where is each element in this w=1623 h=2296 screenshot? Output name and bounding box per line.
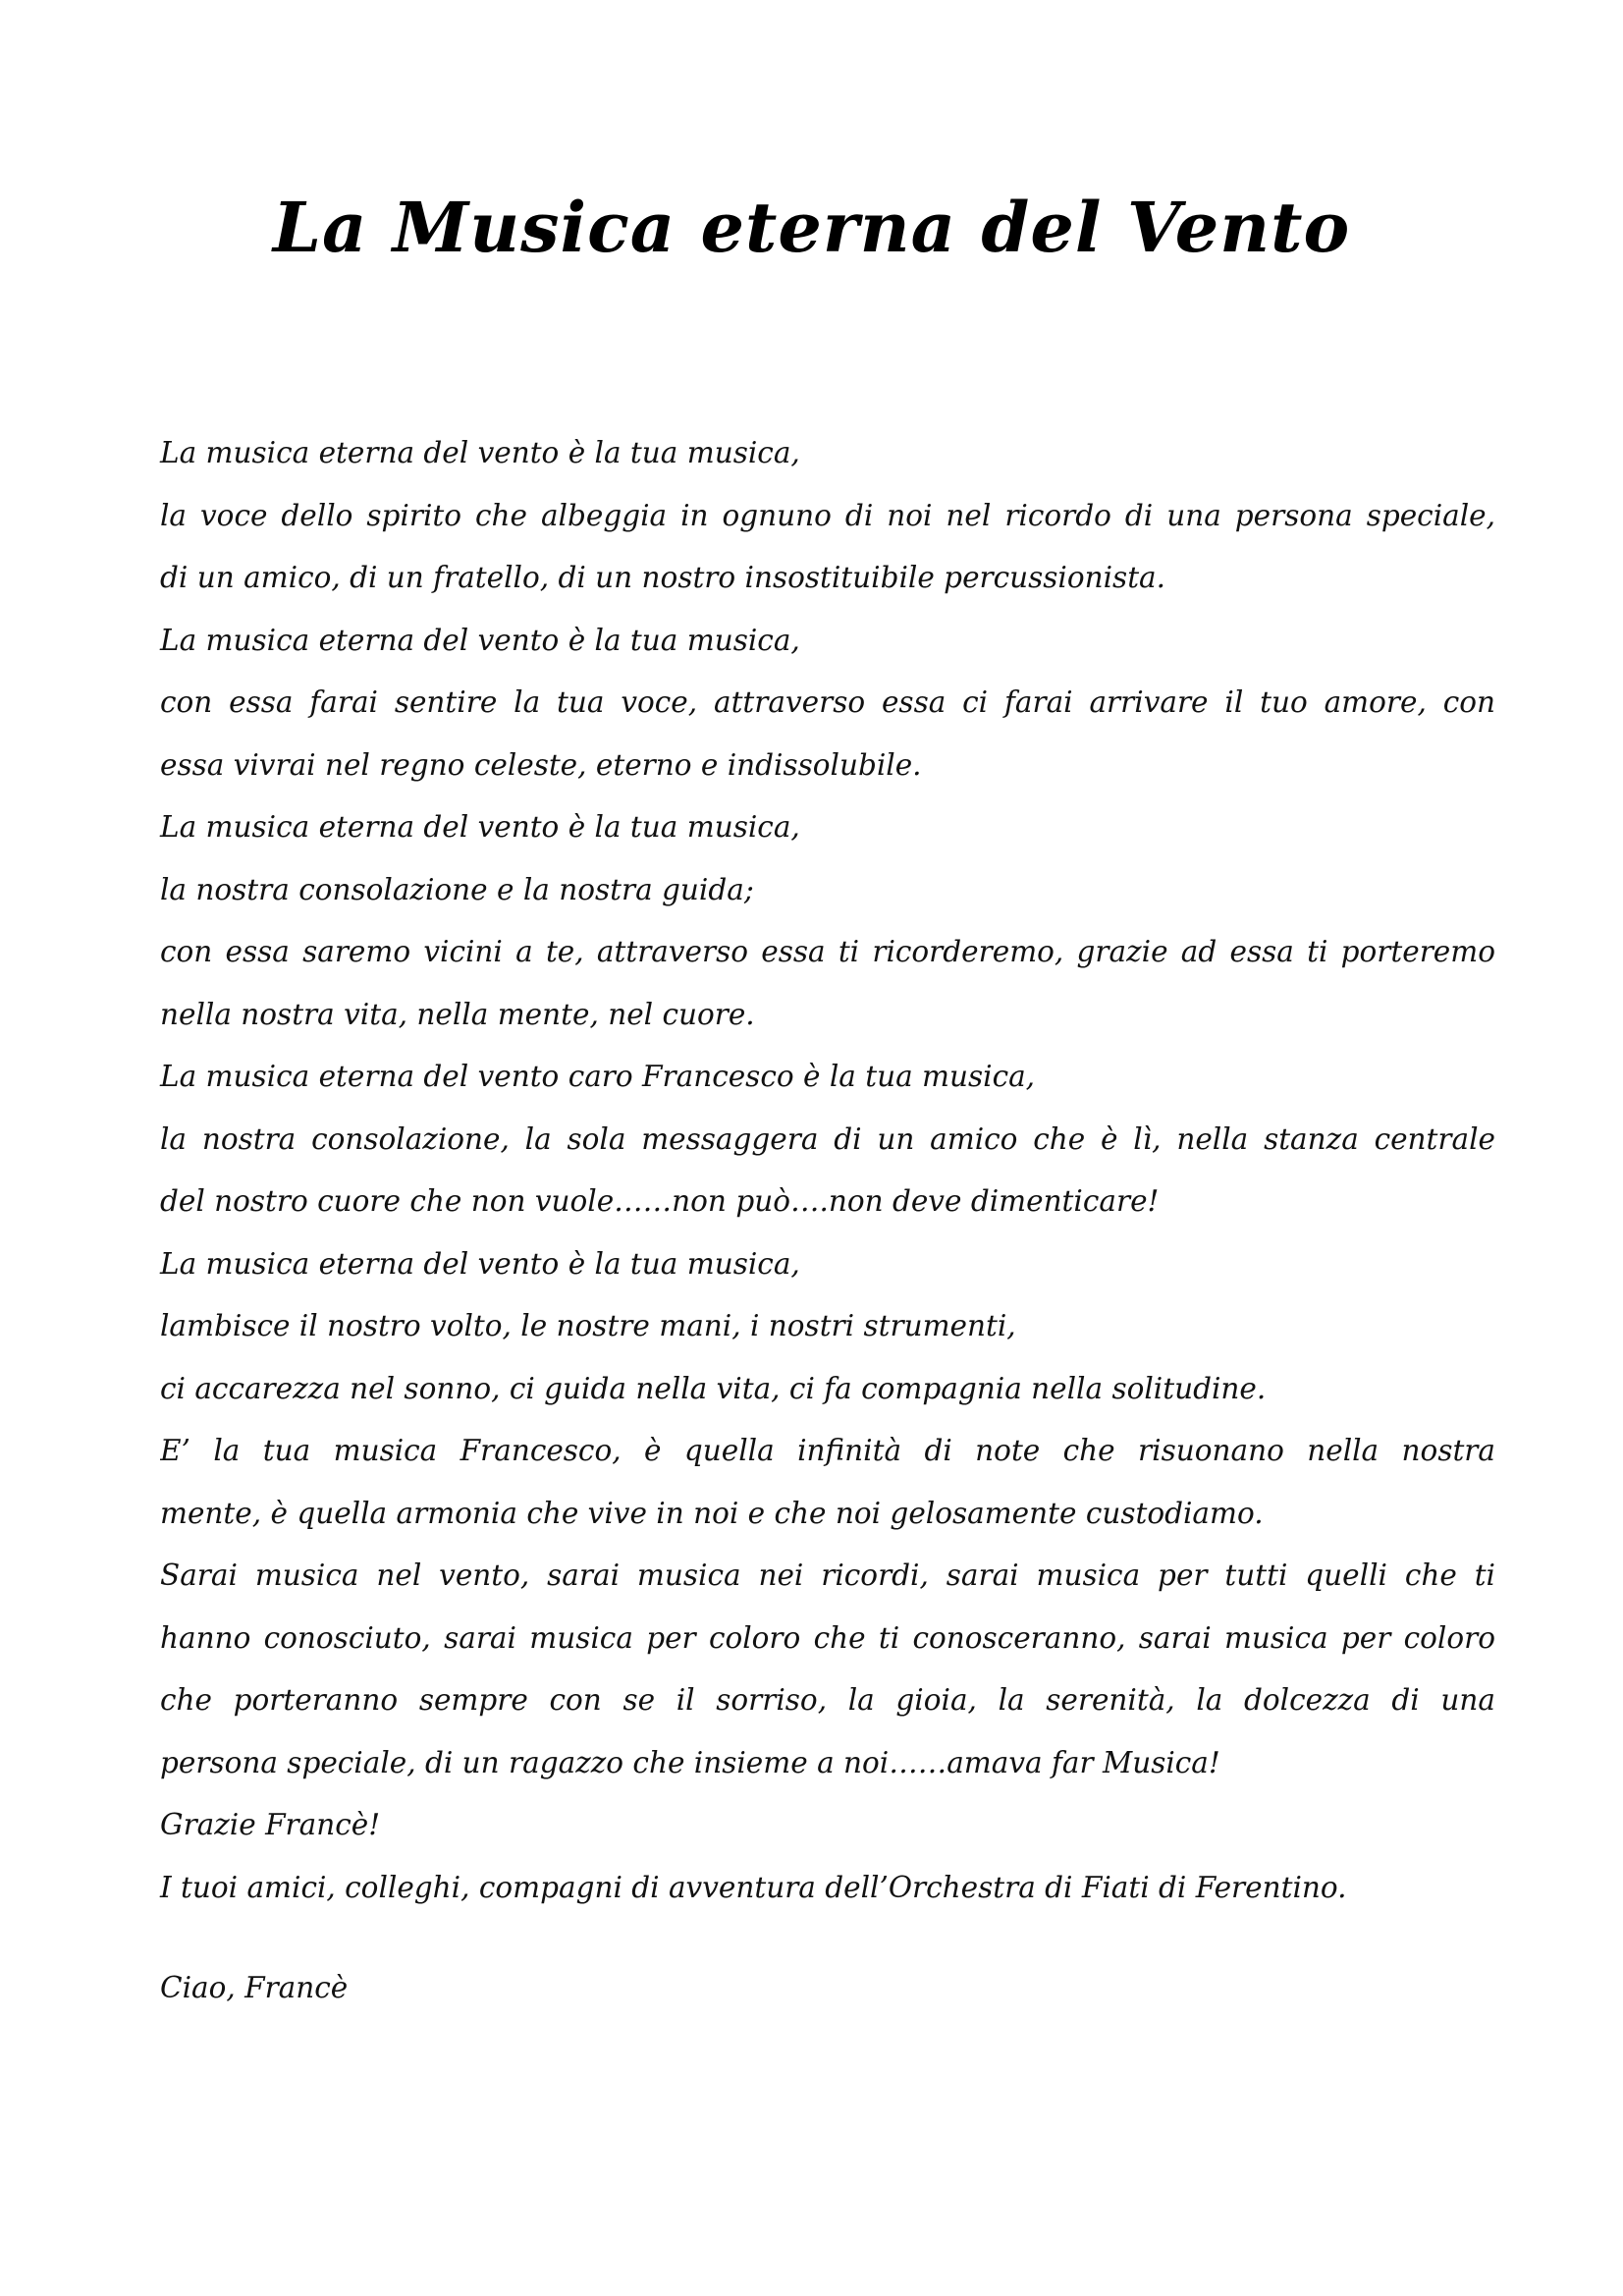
poem-line: Grazie Francè! [160, 1808, 381, 1841]
poem-line: lambisce il nostro volto, le nostre mani, i nostri strumenti, [160, 1309, 1016, 1342]
poem-line: La musica eterna del vento è la tua musica, [160, 810, 800, 844]
poem-line: di un amico, di un fratello, di un nostro insostituibile percussionista. [160, 561, 1166, 594]
poem-line: del nostro cuore che non vuole……non può….non deve dimenticare! [160, 1184, 1160, 1218]
closing-signature: Ciao, Francè [160, 1971, 349, 2004]
poem-line: con essa farai sentire la tua voce, attraverso essa ci farai arrivare il tuo amore, con [160, 685, 1495, 719]
poem-line: I tuoi amici, colleghi, compagni di avventura dell’Orchestra di Fiati di Ferentino. [160, 1870, 1347, 1904]
poem-line: E’ la tua musica Francesco, è quella infinità di note che risuonano nella nostra [160, 1434, 1495, 1467]
poem-body [160, 422, 1495, 1919]
poem-line: la voce dello spirito che albeggia in ognuno di noi nel ricordo di una persona speciale, [160, 498, 1495, 532]
poem-line: La musica eterna del vento è la tua musica, [160, 436, 800, 469]
poem-line: hanno conosciuto, sarai musica per coloro che ti conosceranno, sarai musica per coloro [160, 1620, 1495, 1655]
poem-line: con essa saremo vicini a te, attraverso essa ti ricorderemo, grazie ad essa ti porteremo [160, 935, 1495, 968]
poem-line: la nostra consolazione e la nostra guida; [160, 872, 754, 906]
poem-line: nella nostra vita, nella mente, nel cuore. [160, 997, 755, 1031]
poem-line: La musica eterna del vento è la tua musica, [160, 1246, 800, 1281]
poem-line: ci accarezza nel sonno, ci guida nella vita, ci fa compagnia nella solitudine. [160, 1371, 1267, 1405]
poem-line: persona speciale, di un ragazzo che insieme a noi……amava far Musica! [160, 1745, 1220, 1779]
poem-line: che porteranno sempre con se il sorriso, la gioia, la serenità, la dolcezza di una [160, 1683, 1495, 1717]
poem-line: mente, è quella armonia che vive in noi e che noi gelosamente custodiamo. [160, 1496, 1264, 1530]
poem-line: La musica eterna del vento caro Francesco è la tua musica, [160, 1060, 1036, 1093]
poem-line: la nostra consolazione, la sola messaggera di un amico che è lì, nella stanza centrale [160, 1121, 1495, 1156]
document-title: La Musica eterna del Vento [272, 187, 1351, 268]
poem-line: essa vivrai nel regno celeste, eterno e indissolubile. [160, 747, 922, 782]
poem-line: La musica eterna del vento è la tua musica, [160, 623, 800, 657]
poem-line: Sarai musica nel vento, sarai musica nei ricordi, sarai musica per tutti quelli che ti [160, 1558, 1495, 1592]
